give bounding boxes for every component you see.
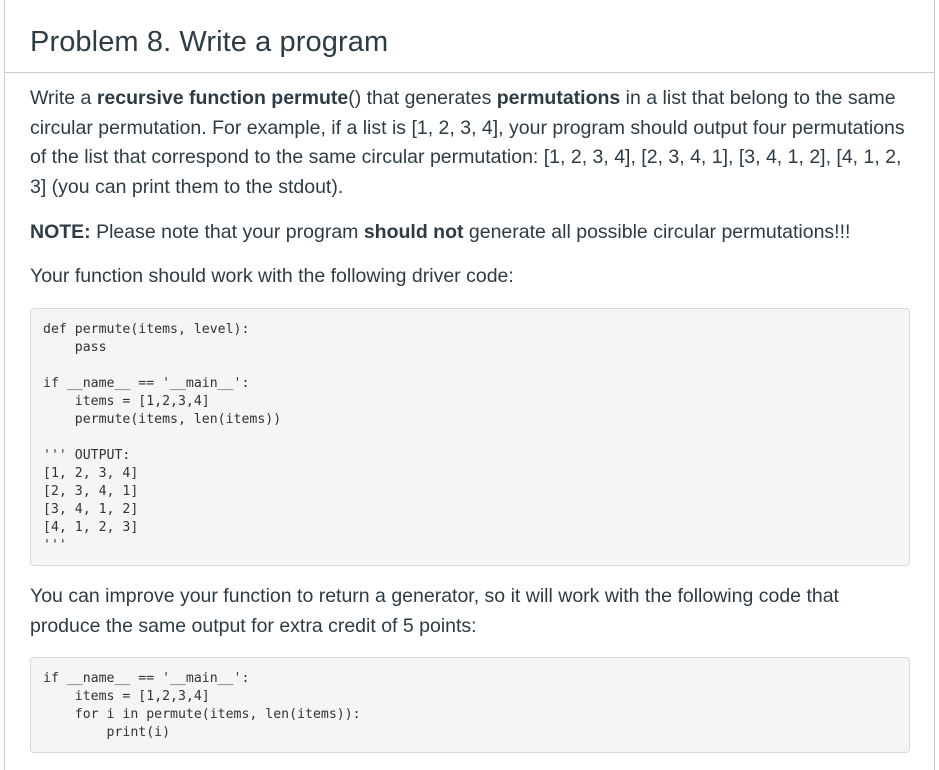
code-line: [4, 1, 2, 3] [43,520,139,535]
code-line: if __name__ == '__main__': [43,376,250,391]
desc-text-3: in a list that belong to the same circular permutation. For example, if a list is [1, 2, 3, 4], your program should output four permutations of the list that correspond to the same circular permutation: [1, 2, 3, 4], [2, 3, 4, 1], [3, 4, 1, 2], [4, 1, 2, 3] (you can print them to the stdout). [30,87,905,198]
page-title: Problem 8. Write a program [30,26,389,58]
code-line: items = [1,2,3,4] [43,394,210,409]
title-divider [4,72,935,73]
note-text-1: Please note that your program [90,221,364,243]
desc-text-2: () that generates [348,87,497,109]
code-line: items = [1,2,3,4] [43,689,210,704]
code-line [43,357,909,375]
note-text-2: generate all possible circular permutations!!! [463,221,851,243]
code-line: pass [43,340,107,355]
note-paragraph [30,218,910,248]
code-line: def permute(items, level): [43,322,250,337]
note-label: NOTE: [30,221,91,243]
desc-text-1: Write a [30,87,97,109]
problem-description [30,84,910,202]
extra-credit-paragraph: You can improve your function to return a generator, so it will work with the following code that produce the same output for extra credit of 5 points: [30,585,839,637]
code-line: for i in permute(items, len(items)): [43,707,361,722]
code-line: ''' OUTPUT: [43,448,131,463]
code-line: [1, 2, 3, 4] [43,466,139,481]
code-line [43,429,909,447]
code-line: print(i) [43,725,171,740]
code-line: [2, 3, 4, 1] [43,484,139,499]
code-line: if __name__ == '__main__': [43,671,250,686]
desc-bold-2: permutations [496,87,621,109]
driver-intro: Your function should work with the following driver code: [30,265,514,287]
note-bold: should not [363,221,464,243]
code-line: ''' [43,538,67,553]
code-line: permute(items, len(items)) [43,412,282,427]
driver-code-block [30,308,910,566]
generator-code-block [30,657,910,753]
desc-bold-1: recursive function permute [96,87,349,109]
code-line: [3, 4, 1, 2] [43,502,139,517]
